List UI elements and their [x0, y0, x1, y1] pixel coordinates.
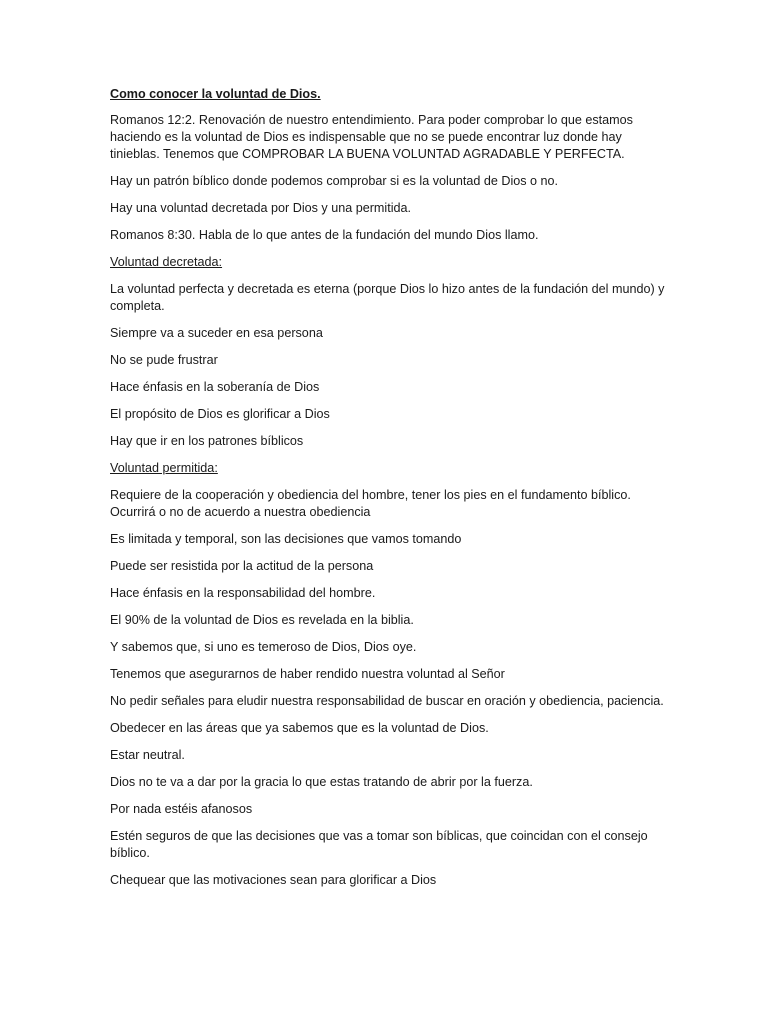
paragraph: Es limitada y temporal, son las decisiones que vamos tomando [110, 532, 462, 546]
paragraph: El 90% de la voluntad de Dios es revelada en la biblia. [110, 613, 414, 627]
paragraph: No pedir señales para eludir nuestra responsabilidad de buscar en oración y obediencia, paciencia. [110, 694, 664, 708]
paragraph: Hay una voluntad decretada por Dios y una permitida. [110, 201, 412, 215]
paragraph-romanos-8: Romanos 8:30. Habla de lo que antes de la fundación del mundo Dios llamo. [110, 228, 539, 242]
paragraph: No se pude frustrar [110, 353, 218, 367]
paragraph: Estar neutral. [110, 748, 185, 762]
paragraph: Chequear que las motivaciones sean para glorificar a Dios [110, 873, 437, 887]
paragraph: Hay un patrón bíblico donde podemos comprobar si es la voluntad de Dios o no. [110, 174, 559, 188]
paragraph: La voluntad perfecta y decretada es eterna (porque Dios lo hizo antes de la fundación del mundo) y completa. [110, 282, 665, 313]
paragraph: Requiere de la cooperación y obediencia del hombre, tener los pies en el fundamento bíblico. Ocurrirá o no de acuerdo a nuestra obediencia [110, 488, 631, 519]
section-heading-voluntad-permitida: Voluntad permitida: [110, 461, 218, 475]
paragraph-romanos-12: Romanos 12:2. Renovación de nuestro entendimiento. Para poder comprobar lo que estamos haciendo es la voluntad de Dios es indispensable que no se puede encontrar luz donde hay tinieblas. Tenemos que COMPROBAR LA BUENA VOLUNTAD AGRADABLE Y PERFECTA. [110, 113, 633, 161]
paragraph: El propósito de Dios es glorificar a Dios [110, 407, 330, 421]
paragraph: Puede ser resistida por la actitud de la persona [110, 559, 374, 573]
document-title: Como conocer la voluntad de Dios. [110, 87, 321, 101]
paragraph: Hay que ir en los patrones bíblicos [110, 434, 304, 448]
paragraph: Tenemos que asegurarnos de haber rendido nuestra voluntad al Señor [110, 667, 505, 681]
paragraph: Obedecer en las áreas que ya sabemos que es la voluntad de Dios. [110, 721, 489, 735]
paragraph: Hace énfasis en la responsabilidad del hombre. [110, 586, 376, 600]
paragraph: Y sabemos que, si uno es temeroso de Dios, Dios oye. [110, 640, 417, 654]
section-heading-voluntad-decretada: Voluntad decretada: [110, 255, 223, 269]
paragraph: Por nada estéis afanosos [110, 802, 253, 816]
document-page [110, 86, 670, 899]
paragraph: Estén seguros de que las decisiones que vas a tomar son bíblicas, que coincidan con el consejo bíblico. [110, 829, 648, 860]
paragraph: Dios no te va a dar por la gracia lo que estas tratando de abrir por la fuerza. [110, 775, 533, 789]
paragraph: Siempre va a suceder en esa persona [110, 326, 323, 340]
paragraph: Hace énfasis en la soberanía de Dios [110, 380, 320, 394]
